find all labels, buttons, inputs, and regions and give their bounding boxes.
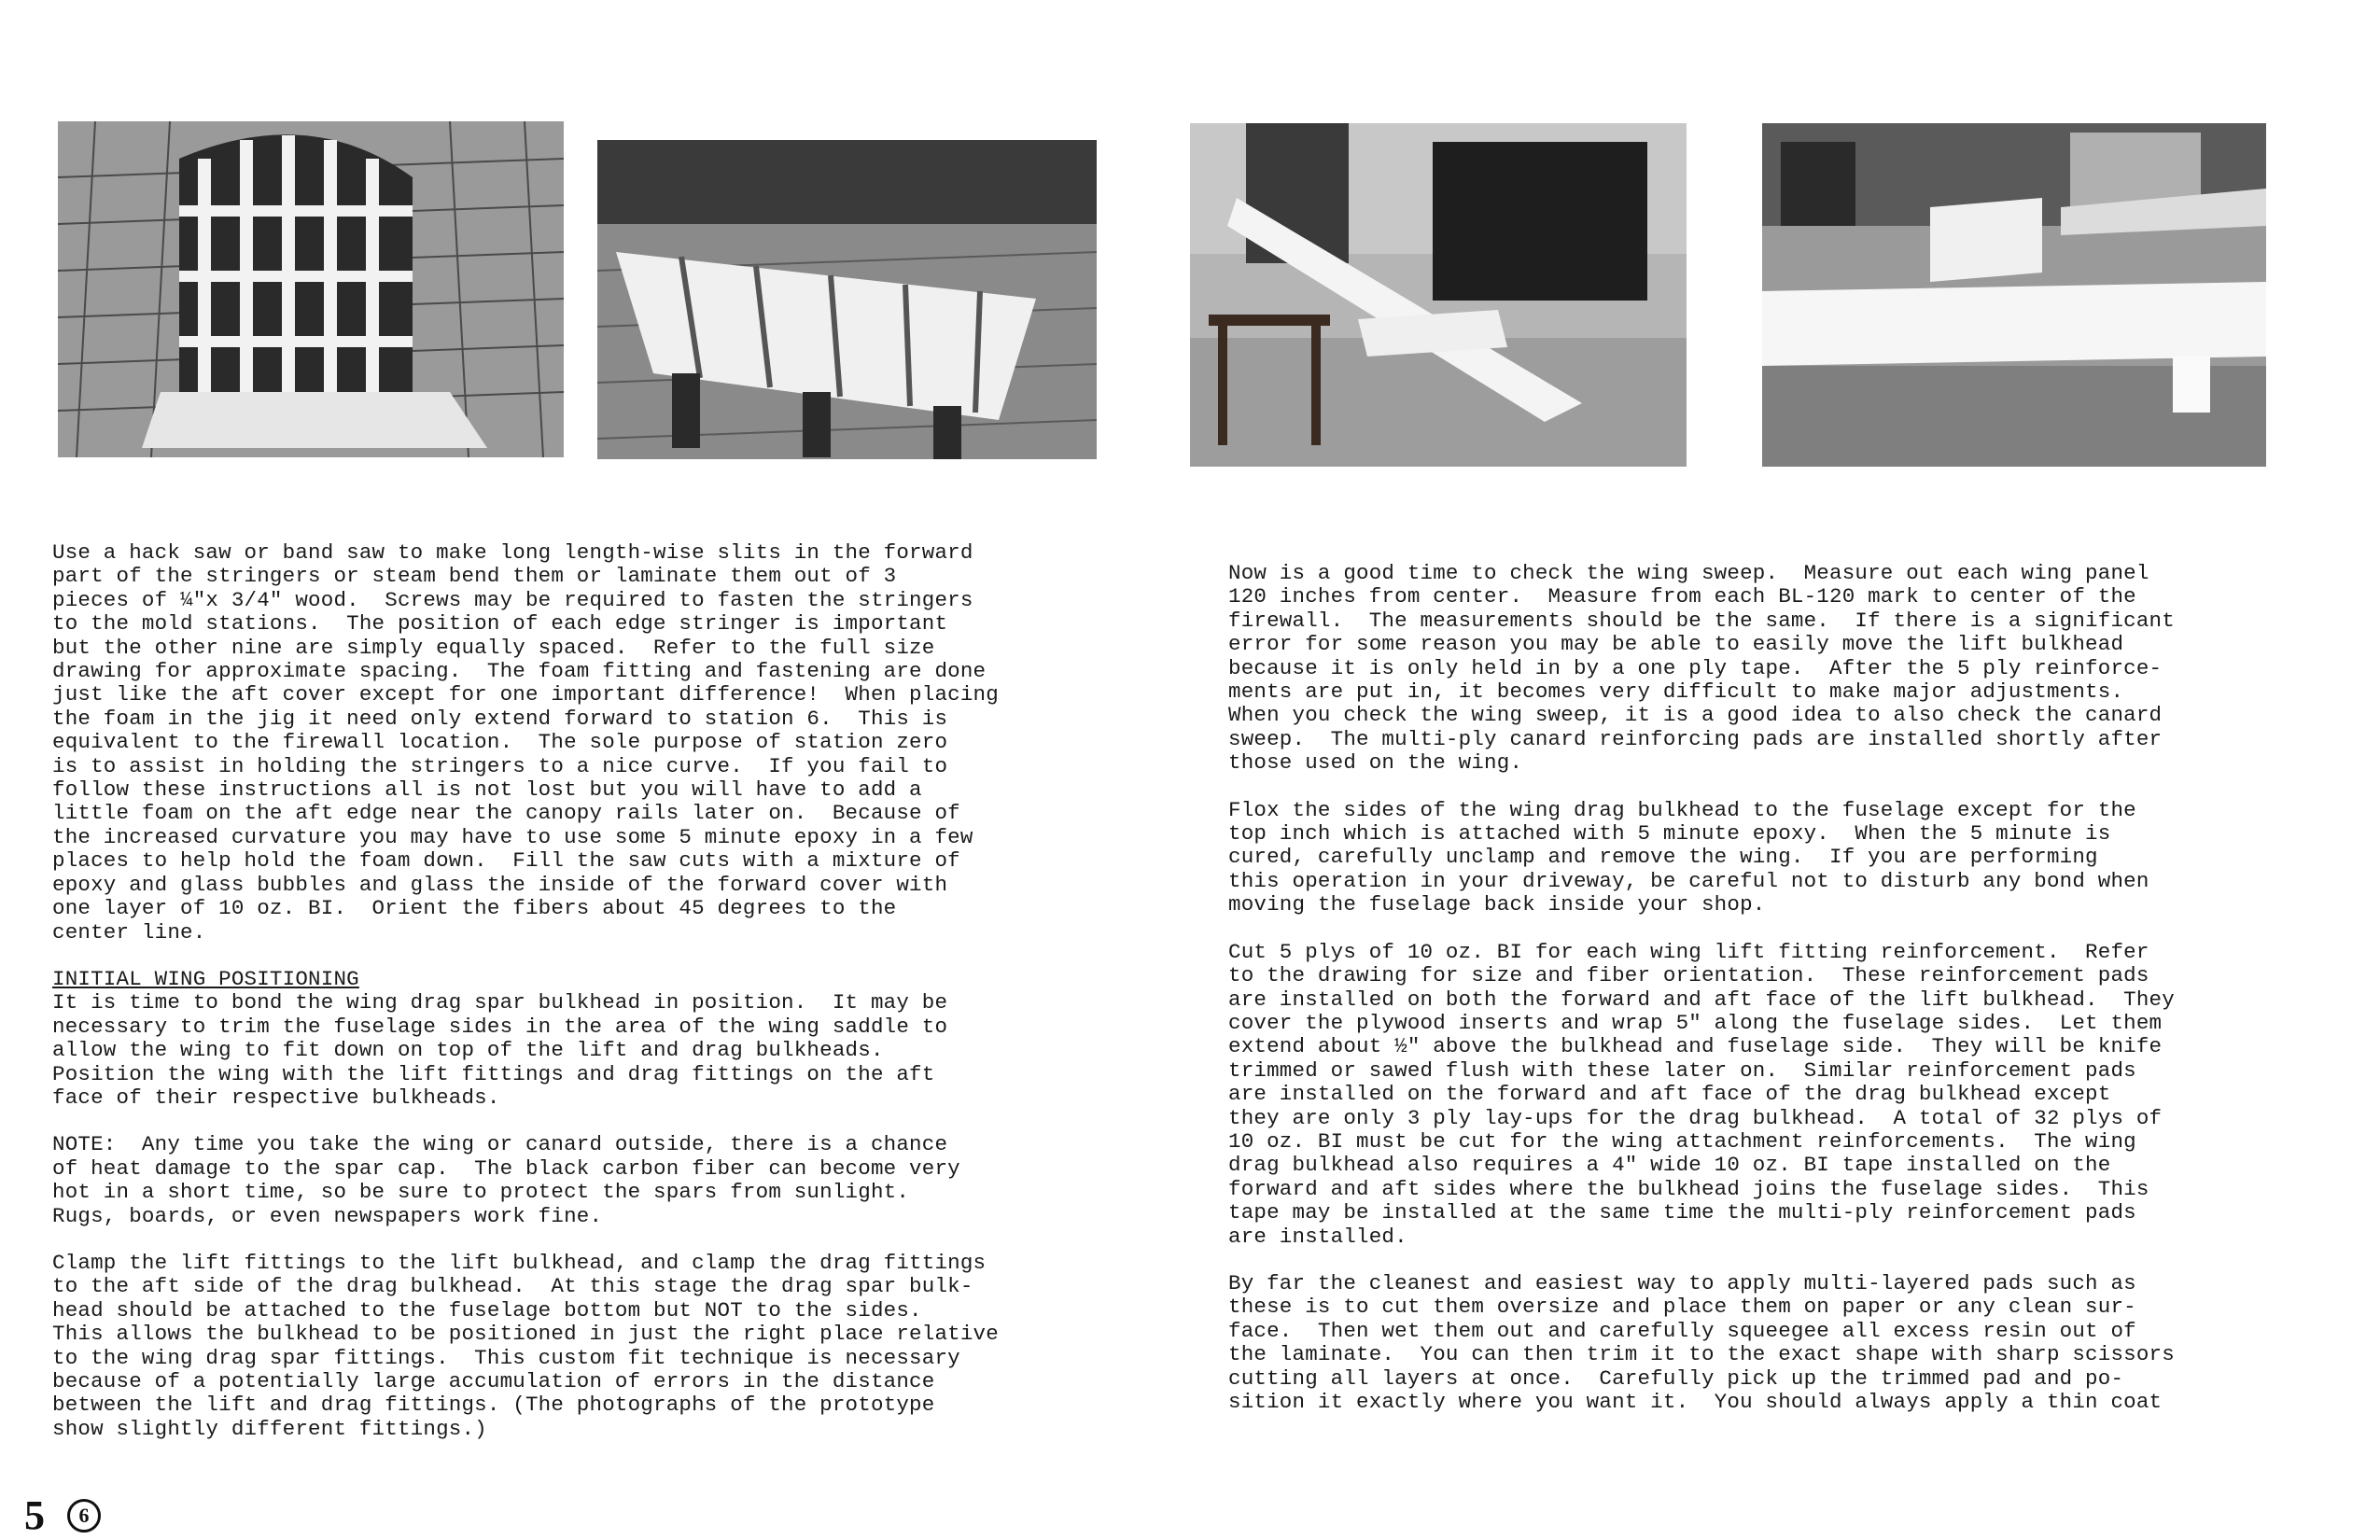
text-line: between the lift and drag fittings. (The photographs of the prototype: [52, 1393, 935, 1418]
text-line: because of a potentially large accumulation of errors in the distance: [52, 1369, 935, 1393]
text-line: drag bulkhead also requires a 4" wide 10 oz. BI tape installed on the: [1228, 1153, 2111, 1178]
text-line: trimmed or sawed flush with these later on. Similar reinforcement pads: [1228, 1057, 2136, 1083]
text-line: the increased curvature you may have to use some 5 minute epoxy in a few: [52, 824, 973, 849]
text-line: cutting all layers at once. Carefully pick up the trimmed pad and po-: [1228, 1365, 2124, 1391]
paragraph-wing-sweep: [1228, 562, 2348, 776]
photo-canopy-mold-jig: [58, 121, 564, 457]
text-line: NOTE: Any time you take the wing or canard outside, there is a chance: [52, 1132, 948, 1157]
text-line: Use a hack saw or band saw to make long length-wise slits in the forward: [52, 540, 973, 565]
right-column: [1228, 562, 2348, 1437]
text-line: 10 oz. BI must be cut for the wing attachment reinforcements. The wing: [1228, 1128, 2136, 1154]
text-line: those used on the wing.: [1228, 750, 1523, 776]
text-line: pieces of ¼"x 3/4" wood. Screws may be required to fasten the stringers: [52, 587, 973, 612]
paragraph-reinforcement-plys: [1228, 941, 2348, 1249]
text-line: to the drawing for size and fiber orientation. These reinforcement pads: [1228, 963, 2149, 988]
canopy-mold-jig-icon: [58, 121, 564, 457]
text-line: hot in a short time, so be sure to protect the spars from sunlight.: [52, 1180, 910, 1205]
text-line: epoxy and glass bubbles and glass the inside of the forward cover with: [52, 872, 948, 897]
paragraph-bond-bulkhead: [52, 991, 1116, 1110]
left-column: [52, 541, 1116, 1464]
page-number: 5: [24, 1492, 45, 1538]
text-line: face of their respective bulkheads.: [52, 1085, 500, 1110]
paragraph-clamp-fittings: [52, 1252, 1116, 1441]
text-line: they are only 3 ply lay-ups for the drag bulkhead. A total of 32 plys of: [1228, 1105, 2163, 1130]
paragraph-stringers: [52, 541, 1116, 945]
text-line: center line.: [52, 919, 206, 945]
text-line: face. Then wet them out and carefully squeegee all excess resin out of: [1228, 1318, 2136, 1343]
text-line: sweep. The multi-ply canard reinforcing pads are installed shortly after: [1228, 726, 2163, 751]
text-line: This allows the bulkhead to be positioned in just the right place relative: [52, 1322, 999, 1347]
text-line: 120 inches from center. Measure from each BL-120 mark to center of the: [1228, 584, 2136, 609]
text-line: moving the fuselage back inside your shop.: [1228, 892, 1766, 917]
text-line: equivalent to the firewall location. The sole purpose of station zero: [52, 730, 948, 755]
text-line: part of the stringers or steam bend them or laminate them out of 3: [52, 564, 897, 589]
text-line: extend about ½" above the bulkhead and fuselage side. They will be knife: [1228, 1034, 2163, 1059]
text-line: places to help hold the foam down. Fill the saw cuts with a mixture of: [52, 848, 960, 874]
text-line: of heat damage to the spar cap. The black carbon fiber can become very: [52, 1155, 960, 1181]
text-line: error for some reason you may be able to easily move the lift bulkhead: [1228, 632, 2124, 657]
text-line: sition it exactly where you want it. You should always apply a thin coat: [1228, 1390, 2163, 1414]
section-heading: INITIAL WING POSITIONING: [52, 966, 359, 991]
text-line: necessary to trim the fuselage sides in the area of the wing saddle to: [52, 1014, 948, 1039]
text-line: firewall. The measurements should be the same. If there is a significant: [1228, 608, 2175, 633]
text-line: to the mold stations. The position of each edge stringer is important: [52, 611, 948, 637]
text-line: but the other nine are simply equally spaced. Refer to the full size: [52, 635, 935, 660]
text-line: tape may be installed at the same time the multi-ply reinforcement pads: [1228, 1200, 2136, 1225]
text-line: are installed.: [1228, 1224, 1407, 1249]
text-line: It is time to bond the wing drag spar bulkhead in position. It may be: [52, 990, 948, 1015]
text-line: When you check the wing sweep, it is a good idea to also check the canard: [1228, 703, 2163, 728]
text-line: By far the cleanest and easiest way to apply multi-layered pads such as: [1228, 1270, 2136, 1295]
paragraph-note: [52, 1133, 1116, 1228]
photo-fuselage-mold-stations: [597, 140, 1097, 459]
text-line: Rugs, boards, or even newspapers work fine.: [52, 1203, 603, 1228]
text-line: little foam on the aft edge near the canopy rails later on. Because of: [52, 801, 960, 826]
text-line: cover the plywood inserts and wrap 5" along the fuselage sides. Let them: [1228, 1010, 2163, 1035]
text-line: this operation in your driveway, be careful not to disturb any bond when: [1228, 868, 2149, 893]
fuselage-mold-stations-icon: [597, 140, 1097, 459]
wing-on-fuselage-icon: [1762, 123, 2266, 467]
text-line: ments are put in, it becomes very difficult to make major adjustments.: [1228, 679, 2124, 705]
text-line: follow these instructions all is not lost but you will have to add a: [52, 777, 922, 803]
text-line: allow the wing to fit down on top of the lift and drag bulkheads.: [52, 1038, 884, 1063]
text-line: top inch which is attached with 5 minute epoxy. When the 5 minute is: [1228, 821, 2111, 847]
page-number-circled: 6: [67, 1499, 101, 1533]
text-line: the foam in the jig it need only extend forward to station 6. This is: [52, 706, 948, 731]
paragraph-flox-sides: [1228, 799, 2348, 917]
text-line: forward and aft sides where the bulkhead joins the fuselage sides. This: [1228, 1176, 2149, 1201]
text-line: drawing for approximate spacing. The foam fitting and fastening are done: [52, 659, 987, 684]
text-line: is to assist in holding the stringers to a nice curve. If you fail to: [52, 753, 948, 778]
text-line: just like the aft cover except for one important difference! When placing: [52, 682, 999, 707]
text-line: one layer of 10 oz. BI. Orient the fibers about 45 degrees to the: [52, 896, 897, 921]
text-line: to the wing drag spar fittings. This custom fit technique is necessary: [52, 1345, 960, 1370]
text-line: Position the wing with the lift fittings and drag fittings on the aft: [52, 1061, 935, 1086]
paragraph-multi-layer-pads: [1228, 1272, 2348, 1414]
text-line: are installed on both the forward and aft face of the lift bulkhead. They: [1228, 987, 2175, 1012]
text-line: are installed on the forward and aft face of the drag bulkhead except: [1228, 1082, 2111, 1107]
text-line: these is to cut them oversize and place them on paper or any clean sur-: [1228, 1295, 2136, 1320]
text-line: head should be attached to the fuselage bottom but NOT to the sides.: [52, 1297, 922, 1323]
text-line: Now is a good time to check the wing sweep. Measure out each wing panel: [1228, 561, 2149, 585]
photo-wing-on-fuselage: [1762, 123, 2266, 467]
canard-on-sawhorse-icon: [1190, 123, 1687, 467]
photo-canard-on-sawhorse: [1190, 123, 1687, 467]
text-line: show slightly different fittings.): [52, 1416, 487, 1441]
text-line: Clamp the lift fittings to the lift bulkhead, and clamp the drag fittings: [52, 1250, 987, 1275]
text-line: Cut 5 plys of 10 oz. BI for each wing lift fitting reinforcement. Refer: [1228, 939, 2149, 964]
text-line: to the aft side of the drag bulkhead. At this stage the drag spar bulk-: [52, 1274, 973, 1299]
text-line: cured, carefully unclamp and remove the wing. If you are performing: [1228, 845, 2098, 870]
text-line: Flox the sides of the wing drag bulkhead to the fuselage except for the: [1228, 797, 2136, 822]
text-line: because it is only held in by a one ply tape. After the 5 ply reinforce-: [1228, 655, 2163, 680]
text-line: the laminate. You can then trim it to the exact shape with sharp scissors: [1228, 1342, 2175, 1367]
